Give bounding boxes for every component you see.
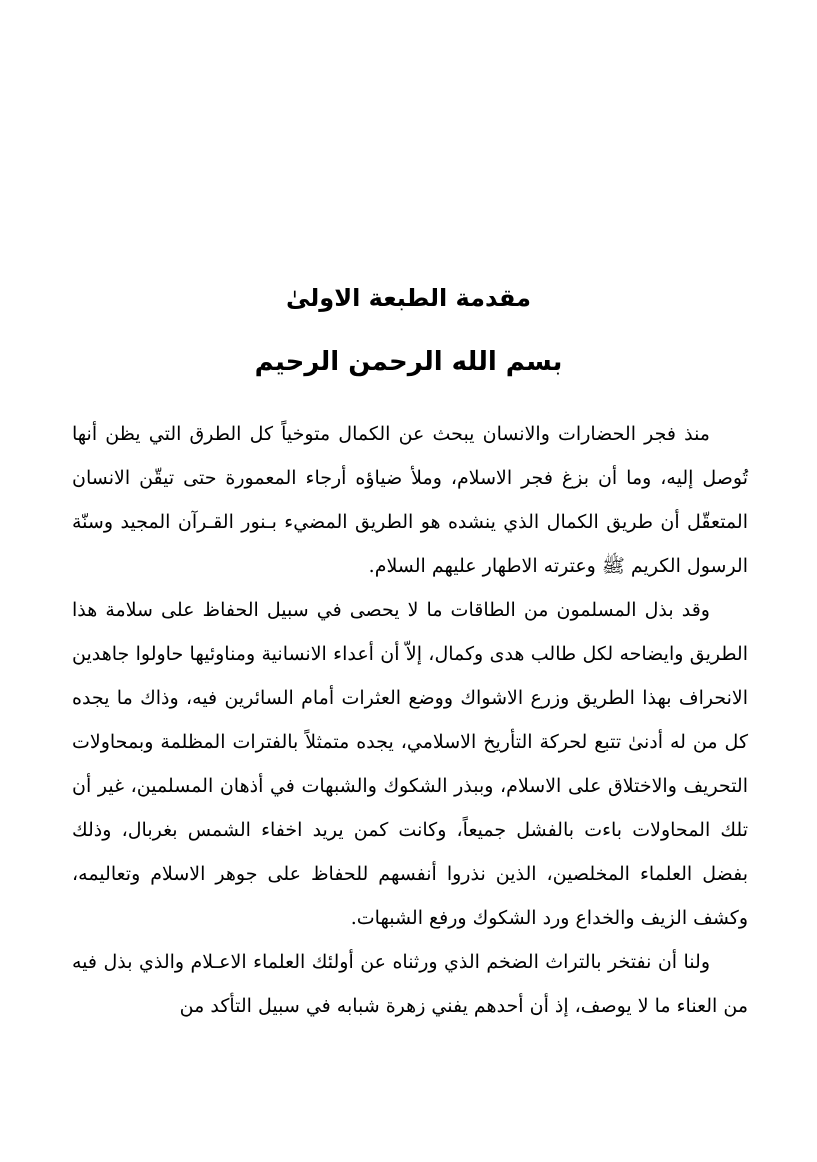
page-title: مقدمة الطبعة الاولىٰ <box>286 284 531 312</box>
basmala-heading: بسم الله الرحمن الرحيم <box>254 347 563 377</box>
paragraph-2: وقد بذل المسلمون من الطاقات ما لا يحصى في سبيل الحفاظ على سلامة هذا الطريق وايضاحه لكل طالب هدى وكمال، إلاّ أن أعداء الانسانية ومناوئيها حاولوا جاهدين الانحراف بهذا الطريق وزرع الاشواك ووضع العثرات أمام السائرين فيه، وذاك ما يجده كل من له أدنىٰ تتبع لحركة التأريخ الاسلامي، يجده متمثلاً بالفترات المظلمة وبمحاولات التحريف والاختلاق على الاسلام، وببذر الشكوك والشبهات في أذهان المسلمين، غير أن تلك المحاولات باءت بالفشل جميعاً، وكانت كمن يريد اخفاء الشمس بغربال، وذلك بفضل العلماء المخلصين، الذين نذروا أنفسهم للحفاظ على جوهر الاسلام وتعاليمه، وكشف الزيف والخداع ورد الشكوك ورفع الشبهات. <box>72 599 748 929</box>
paragraph-1: منذ فجر الحضارات والانسان يبحث عن الكمال متوخياً كل الطرق التي يظن أنها تُوصل إليه، وما أن بزغ فجر الاسلام، وملأ ضياؤه أرجاء المعمورة حتى تيقّن الانسان المتعقّل أن طريق الكمال الذي ينشده هو الطريق المضيء بـنور القـرآن المجيد وسنّة الرسول الكريم ﷺ وعترته الاطهار عليهم السلام. <box>72 423 748 577</box>
paragraph-3: ولنا أن نفتخر بالتراث الضخم الذي ورثناه عن أولئك العلماء الاعـلام والذي بذل فيه من العناء ما لا يوصف، إذ أن أحدهم يفني زهرة شبابه في سبيل التأكد من <box>72 951 748 1017</box>
body-text <box>72 412 748 1028</box>
